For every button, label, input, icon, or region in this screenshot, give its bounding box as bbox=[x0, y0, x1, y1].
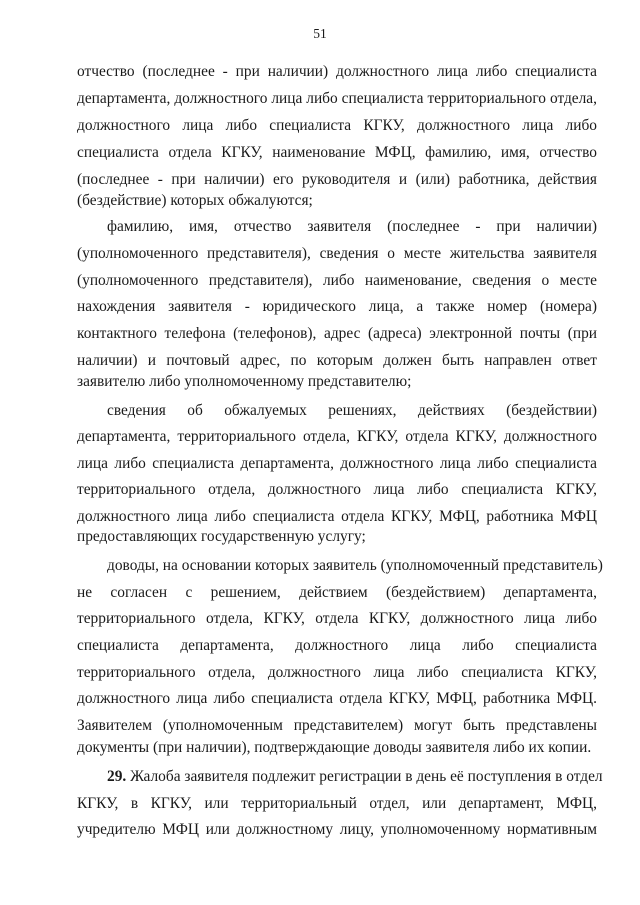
text-line: специалиста департамента, должностного лица либо специалиста bbox=[77, 637, 597, 654]
text-line: фамилию, имя, отчество заявителя (последнее - при наличии) bbox=[107, 218, 597, 235]
text-line: отчество (последнее - при наличии) должностного лица либо специалиста bbox=[77, 63, 597, 80]
text-line: специалиста отдела КГКУ, наименование МФЦ, фамилию, имя, отчество bbox=[77, 144, 597, 161]
text-line: (бездействие) которых обжалуются; bbox=[77, 192, 313, 209]
text-line: должностного лица либо специалиста КГКУ, должностного лица либо bbox=[77, 117, 597, 134]
text-line: сведения об обжалуемых решениях, действиях (бездействии) bbox=[107, 402, 597, 419]
text-line: (уполномоченного представителя), либо наименование, сведения о месте bbox=[77, 272, 597, 289]
text-line: КГКУ, в КГКУ, или территориальный отдел, или департамент, МФЦ, bbox=[77, 795, 597, 812]
text-line: предоставляющих государственную услугу; bbox=[77, 528, 366, 545]
text-line: не согласен с решением, действием (бездействием) департамента, bbox=[77, 584, 597, 601]
text-line: департамента, должностного лица либо специалиста территориального отдела, bbox=[77, 90, 597, 107]
text-line: должностного лица либо специалиста отдела КГКУ, МФЦ, работника МФЦ. bbox=[77, 690, 597, 707]
text-line: департамента, территориального отдела, КГКУ, отдела КГКУ, должностного bbox=[77, 428, 597, 445]
text-line: должностного лица либо специалиста отдела КГКУ, МФЦ, работника МФЦ bbox=[77, 508, 597, 525]
text-line: контактного телефона (телефонов), адрес (адреса) электронной почты (при bbox=[77, 325, 597, 342]
text-line: территориального отдела, должностного лица либо специалиста КГКУ, bbox=[77, 664, 597, 681]
text-line: заявителю либо уполномоченному представителю; bbox=[77, 373, 412, 390]
text-line: (уполномоченного представителя), сведения о месте жительства заявителя bbox=[77, 245, 597, 262]
text-line: (последнее - при наличии) его руководителя и (или) работника, действия bbox=[77, 171, 597, 188]
page-number: 51 bbox=[313, 26, 327, 41]
text-line: учредителю МФЦ или должностному лицу, уполномоченному нормативным bbox=[77, 821, 597, 838]
text-line-item-29 bbox=[107, 768, 603, 786]
text-line: доводы, на основании которых заявитель (уполномоченный представитель) bbox=[107, 557, 603, 574]
text-line: нахождения заявителя - юридического лица, а также номер (номера) bbox=[77, 298, 597, 315]
text-line: документы (при наличии), подтверждающие доводы заявителя либо их копии. bbox=[77, 739, 592, 756]
text-line: Заявителем (уполномоченным представителем) могут быть представлены bbox=[77, 717, 597, 734]
item-number: 29. bbox=[107, 768, 127, 785]
text-line: наличии) и почтовый адрес, по которым должен быть направлен ответ bbox=[77, 352, 597, 369]
text-line: территориального отдела, КГКУ, отдела КГКУ, должностного лица либо bbox=[77, 610, 597, 627]
text-line: территориального отдела, должностного лица либо специалиста КГКУ, bbox=[77, 481, 597, 498]
text-span: Жалоба заявителя подлежит регистрации в день её поступления в отдел bbox=[130, 768, 603, 785]
text-line: лица либо специалиста департамента, должностного лица либо специалиста bbox=[77, 455, 597, 472]
